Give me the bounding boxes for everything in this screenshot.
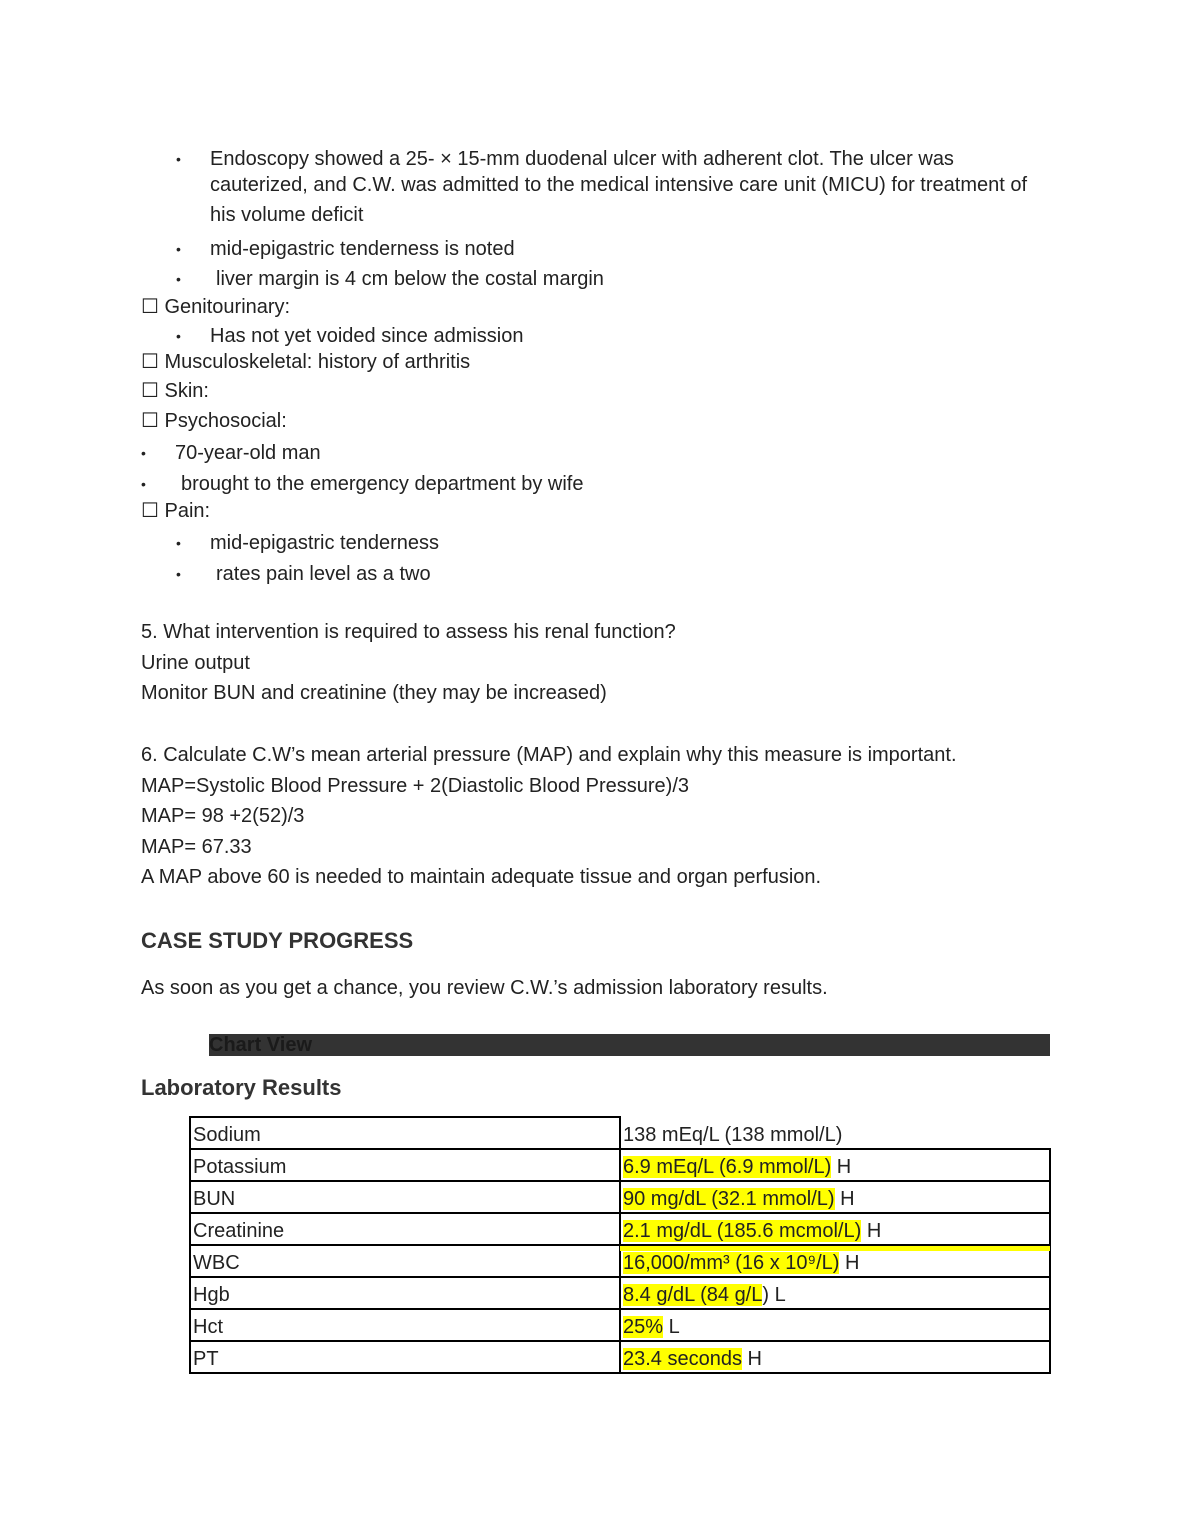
table-row (190, 1181, 1050, 1213)
lab-value-tail: ) (762, 1284, 770, 1306)
question-5: 5. What intervention is required to assess his renal function? (141, 621, 676, 643)
psychosocial-heading: ☐ Psychosocial: (141, 410, 287, 432)
lab-name-cell (190, 1309, 620, 1341)
psych-bullet-text: brought to the emergency department by wife (181, 473, 584, 495)
lab-name: Sodium (193, 1124, 261, 1146)
answer-line: A MAP above 60 is needed to maintain adequate tissue and organ perfusion. (141, 866, 822, 888)
highlight-strip (620, 1246, 1050, 1251)
chart-view-bar (209, 1034, 1050, 1056)
lab-value-cell (620, 1341, 1050, 1373)
lab-value: 16,000/mm³ (16 x 10⁹/L) (623, 1252, 840, 1274)
answer-line: Monitor BUN and creatinine (they may be increased) (141, 682, 607, 704)
lab-flag: H (741, 1348, 762, 1370)
answer-line: Urine output (141, 652, 250, 674)
bullet-icon: • (141, 445, 146, 461)
lab-flag: H (839, 1252, 860, 1274)
lab-value-cell (620, 1117, 1050, 1149)
lab-results-table (189, 1116, 1051, 1374)
gi-bullet-text: Endoscopy showed a 25- × 15-mm duodenal ulcer with adherent clot. The ulcer was (210, 148, 954, 170)
lab-name-cell (190, 1181, 620, 1213)
question-6: 6. Calculate C.W’s mean arterial pressure (MAP) and explain why this measure is important. (141, 744, 957, 766)
lab-name-cell (190, 1149, 620, 1181)
lab-value-cell (620, 1309, 1050, 1341)
chart-view-label: Chart View (209, 1034, 312, 1056)
lab-name-cell (190, 1117, 620, 1149)
lab-flag: L (769, 1284, 786, 1306)
table-row (190, 1117, 1050, 1149)
lab-results-heading: Laboratory Results (141, 1075, 342, 1100)
lab-value: 25% (623, 1316, 664, 1338)
lab-flag: H (834, 1188, 855, 1210)
lab-name: Creatinine (193, 1220, 285, 1242)
lab-name: Hct (193, 1316, 223, 1338)
lab-value-cell (620, 1181, 1050, 1213)
lab-name-cell (190, 1341, 620, 1373)
progress-text: As soon as you get a chance, you review C.W.’s admission laboratory results. (141, 977, 828, 999)
bullet-icon: • (141, 476, 146, 492)
lab-name-cell (190, 1245, 620, 1277)
lab-name-cell (190, 1213, 620, 1245)
table-row (190, 1277, 1050, 1309)
lab-value-cell (620, 1213, 1050, 1245)
table-row (190, 1149, 1050, 1181)
table-row (190, 1309, 1050, 1341)
lab-value: 8.4 g/dL (84 g/L (623, 1284, 763, 1306)
bullet-icon: • (176, 271, 181, 287)
bullet-icon: • (176, 566, 181, 582)
lab-name: WBC (193, 1252, 240, 1274)
pain-bullet-text: mid-epigastric tenderness (210, 532, 439, 554)
lab-name: Potassium (193, 1156, 287, 1178)
answer-line: MAP= 98 +2(52)/3 (141, 805, 305, 827)
answer-line: MAP= 67.33 (141, 836, 252, 858)
bullet-icon: • (176, 328, 181, 344)
answer-line: MAP=Systolic Blood Pressure + 2(Diastolic Blood Pressure)/3 (141, 775, 690, 797)
gi-bullet-text: liver margin is 4 cm below the costal margin (216, 268, 604, 290)
bullet-icon: • (176, 535, 181, 551)
lab-name: Hgb (193, 1284, 230, 1306)
genitourinary-heading: ☐ Genitourinary: (141, 296, 291, 318)
lab-value: 90 mg/dL (32.1 mmol/L) (623, 1188, 835, 1210)
lab-flag: L (663, 1316, 680, 1338)
lab-flag: H (831, 1156, 852, 1178)
table-row (190, 1213, 1050, 1245)
pain-heading: ☐ Pain: (141, 500, 211, 522)
lab-name: BUN (193, 1188, 236, 1210)
musculoskeletal-heading: ☐ Musculoskeletal: history of arthritis (141, 351, 471, 373)
lab-value-cell (620, 1149, 1050, 1181)
psych-bullet-text: 70-year-old man (175, 442, 321, 464)
case-study-progress-heading: CASE STUDY PROGRESS (141, 928, 414, 953)
skin-heading: ☐ Skin: (141, 380, 209, 402)
gu-bullet-text: Has not yet voided since admission (210, 325, 524, 347)
gi-bullet-text: his volume deficit (210, 204, 364, 226)
lab-flag: H (861, 1220, 882, 1242)
lab-value: 2.1 mg/dL (185.6 mcmol/L) (623, 1220, 862, 1242)
pain-bullet-text: rates pain level as a two (216, 563, 431, 585)
bullet-icon: • (176, 151, 181, 167)
lab-value: 6.9 mEq/L (6.9 mmol/L) (623, 1156, 832, 1178)
lab-value: 23.4 seconds (623, 1348, 742, 1370)
lab-value-cell (620, 1277, 1050, 1309)
lab-value: 138 mEq/L (138 mmol/L) (623, 1124, 843, 1146)
gi-bullet-text: cauterized, and C.W. was admitted to the medical intensive care unit (MICU) for treatment of (210, 174, 1028, 196)
bullet-icon: • (176, 241, 181, 257)
gi-bullet-text: mid-epigastric tenderness is noted (210, 238, 515, 260)
table-row (190, 1341, 1050, 1373)
lab-name: PT (193, 1348, 219, 1370)
lab-name-cell (190, 1277, 620, 1309)
